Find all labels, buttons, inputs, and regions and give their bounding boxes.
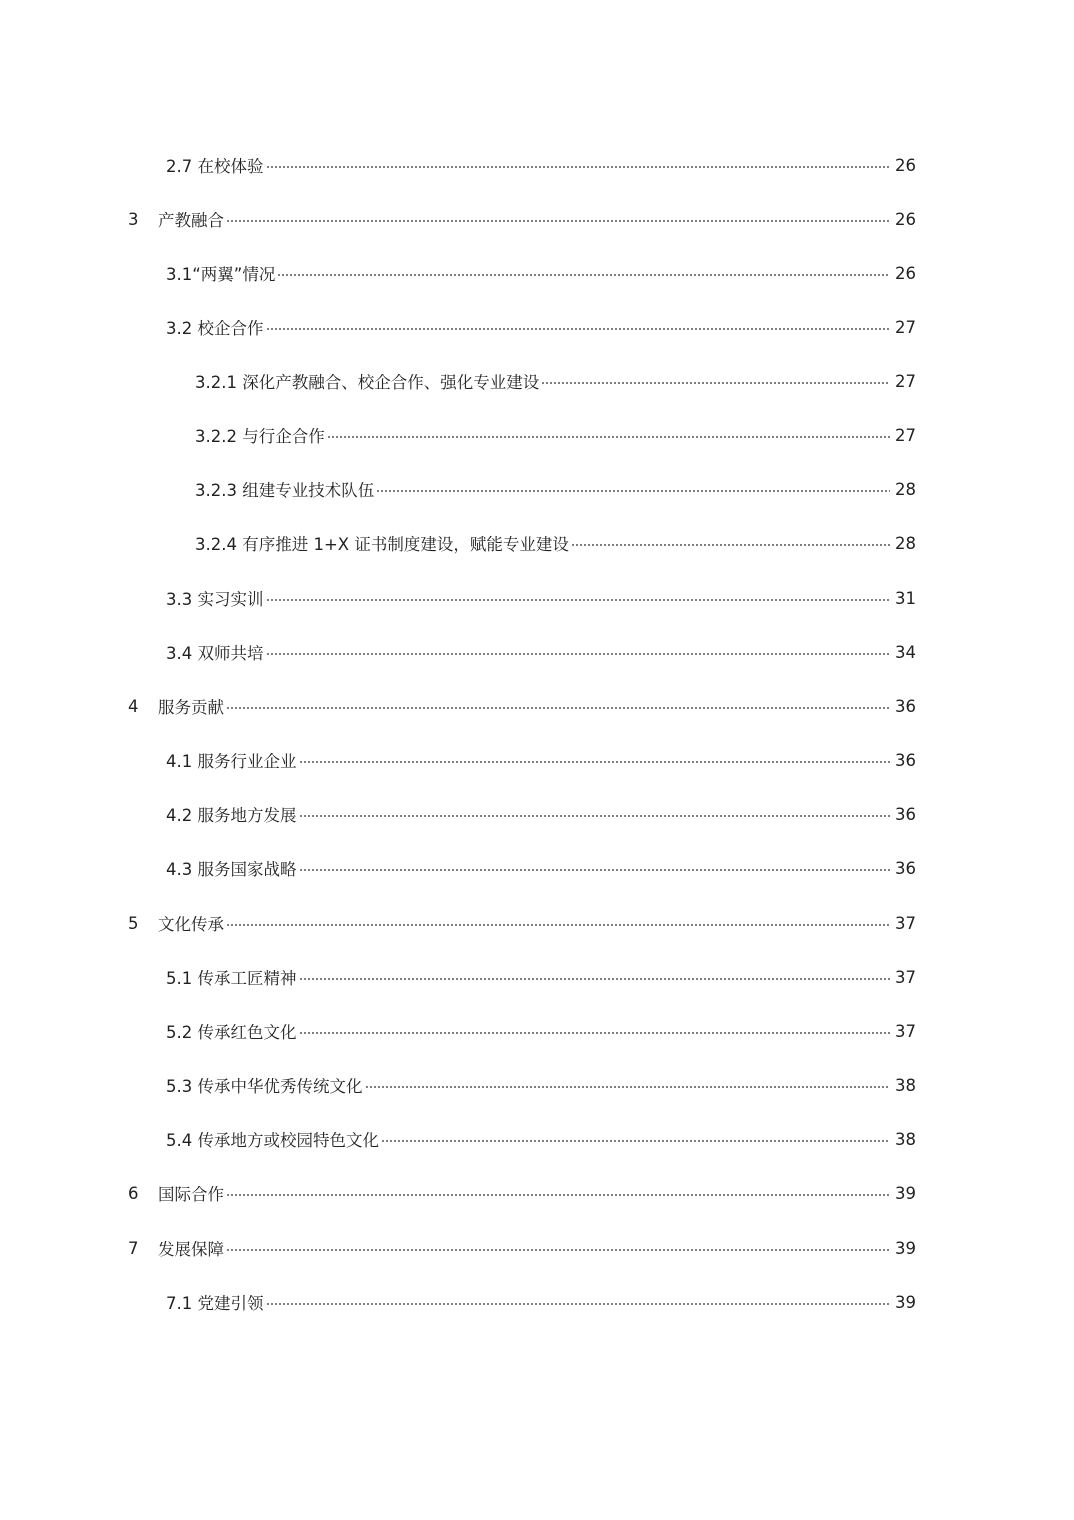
toc-entry-3-2-2[interactable] <box>0 420 1074 450</box>
dot-leader <box>277 274 890 276</box>
toc-number: 3.2.3 <box>195 481 237 500</box>
dot-leader <box>226 220 890 222</box>
toc-entry-3-3[interactable] <box>0 583 1074 613</box>
toc-title: 深化产教融合、校企合作、强化专业建设 <box>242 373 540 392</box>
dot-leader <box>299 1032 891 1034</box>
toc-page-number: 27 <box>895 425 916 445</box>
toc-page-number: 36 <box>895 804 916 824</box>
toc-number: 4.2 <box>166 806 193 825</box>
dot-leader <box>381 1140 890 1142</box>
toc-page-number: 36 <box>895 750 916 770</box>
toc-entry-3-2-3[interactable] <box>0 474 1074 504</box>
toc-title: 传承工匠精神 <box>197 969 297 988</box>
toc-title: 有序推进 1+X 证书制度建设，赋能专业建设 <box>242 535 569 554</box>
toc-entry-4-3[interactable] <box>0 853 1074 883</box>
toc-title: “两翼”情况 <box>192 265 276 284</box>
toc-number: 3.2.1 <box>195 373 237 392</box>
toc-entry-7[interactable] <box>0 1233 1074 1263</box>
dot-leader <box>226 924 890 926</box>
dot-leader <box>266 166 891 168</box>
toc-number: 6 <box>128 1183 139 1203</box>
dot-leader <box>541 382 890 384</box>
toc-title: 服务贡献 <box>158 698 224 717</box>
toc-title: 服务行业企业 <box>197 752 297 771</box>
toc-number: 5.1 <box>166 969 193 988</box>
toc-page-number: 37 <box>895 913 916 933</box>
toc-page-number: 28 <box>895 479 916 499</box>
toc-number: 5.3 <box>166 1077 193 1096</box>
toc-page-number: 31 <box>895 588 916 608</box>
toc-entry-5-2[interactable] <box>0 1016 1074 1046</box>
toc-entry-5[interactable] <box>0 908 1074 938</box>
toc-page-number: 27 <box>895 371 916 391</box>
toc-entry-5-4[interactable] <box>0 1124 1074 1154</box>
toc-number: 5.2 <box>166 1023 193 1042</box>
toc-number: 3 <box>128 209 139 229</box>
toc-entry-5-1[interactable] <box>0 962 1074 992</box>
toc-number: 7 <box>128 1238 139 1258</box>
toc-number: 5 <box>128 913 139 933</box>
toc-title: 传承红色文化 <box>197 1023 297 1042</box>
toc-title: 服务国家战略 <box>197 860 297 879</box>
toc-page-number: 38 <box>895 1129 916 1149</box>
dot-leader <box>327 436 890 438</box>
toc-number: 3.2.4 <box>195 535 237 554</box>
toc-title: 党建引领 <box>197 1294 264 1313</box>
toc-title: 组建专业技术队伍 <box>242 481 375 500</box>
toc-number: 5.4 <box>166 1131 193 1150</box>
toc-title: 发展保障 <box>158 1240 224 1259</box>
toc-entry-4-2[interactable] <box>0 799 1074 829</box>
toc-number: 4.1 <box>166 752 193 771</box>
toc-number: 3.4 <box>166 644 193 663</box>
toc-number: 3.2 <box>166 319 193 338</box>
toc-entry-3-1[interactable] <box>0 258 1074 288</box>
toc-page-number: 26 <box>895 209 916 229</box>
toc-number: 3.3 <box>166 590 193 609</box>
dot-leader <box>365 1086 891 1088</box>
toc-entry-3-2[interactable] <box>0 312 1074 342</box>
toc-page-number: 26 <box>895 155 916 175</box>
toc-title: 与行企合作 <box>242 427 325 446</box>
dot-leader <box>266 653 891 655</box>
toc-title: 服务地方发展 <box>197 806 297 825</box>
dot-leader <box>226 1194 890 1196</box>
dot-leader <box>299 815 891 817</box>
toc-title: 产教融合 <box>158 211 224 230</box>
toc-page-number: 39 <box>895 1238 916 1258</box>
toc-page-number: 34 <box>895 642 916 662</box>
toc-page-number: 38 <box>895 1075 916 1095</box>
toc-number: 3.2.2 <box>195 427 237 446</box>
toc-title: 校企合作 <box>197 319 264 338</box>
toc-page-number: 28 <box>895 533 916 553</box>
toc-page-number: 27 <box>895 317 916 337</box>
toc-number: 4.3 <box>166 860 193 879</box>
toc-entry-3-2-1[interactable] <box>0 366 1074 396</box>
dot-leader <box>571 544 890 546</box>
toc-title: 在校体验 <box>197 157 264 176</box>
toc-page-number: 36 <box>895 696 916 716</box>
dot-leader <box>266 599 891 601</box>
dot-leader <box>299 869 891 871</box>
toc-entry-2-7[interactable] <box>0 150 1074 180</box>
toc-entry-5-3[interactable] <box>0 1070 1074 1100</box>
toc-page-number: 36 <box>895 858 916 878</box>
dot-leader <box>266 1303 891 1305</box>
toc-entry-4[interactable] <box>0 691 1074 721</box>
toc-entry-4-1[interactable] <box>0 745 1074 775</box>
dot-leader <box>376 490 890 492</box>
toc-number: 4 <box>128 696 139 716</box>
toc-number: 3.1 <box>166 265 193 284</box>
toc-title: 双师共培 <box>197 644 264 663</box>
toc-title: 文化传承 <box>158 915 224 934</box>
toc-entry-7-1[interactable] <box>0 1287 1074 1317</box>
toc-page-number: 26 <box>895 263 916 283</box>
toc-title: 传承地方或校园特色文化 <box>197 1131 379 1150</box>
toc-entry-3-2-4[interactable] <box>0 528 1074 558</box>
dot-leader <box>226 1249 890 1251</box>
dot-leader <box>299 978 891 980</box>
toc-number: 2.7 <box>166 157 193 176</box>
toc-title: 传承中华优秀传统文化 <box>197 1077 363 1096</box>
dot-leader <box>266 328 891 330</box>
toc-entry-3[interactable] <box>0 204 1074 234</box>
toc-page-number: 39 <box>895 1292 916 1312</box>
toc-page-number: 37 <box>895 967 916 987</box>
toc-entry-6[interactable] <box>0 1178 1074 1208</box>
toc-entry-3-4[interactable] <box>0 637 1074 667</box>
toc-page-number: 39 <box>895 1183 916 1203</box>
toc-title: 国际合作 <box>158 1185 224 1204</box>
dot-leader <box>226 707 890 709</box>
toc-page-number: 37 <box>895 1021 916 1041</box>
toc-title: 实习实训 <box>197 590 264 609</box>
dot-leader <box>299 761 891 763</box>
toc-number: 7.1 <box>166 1294 193 1313</box>
